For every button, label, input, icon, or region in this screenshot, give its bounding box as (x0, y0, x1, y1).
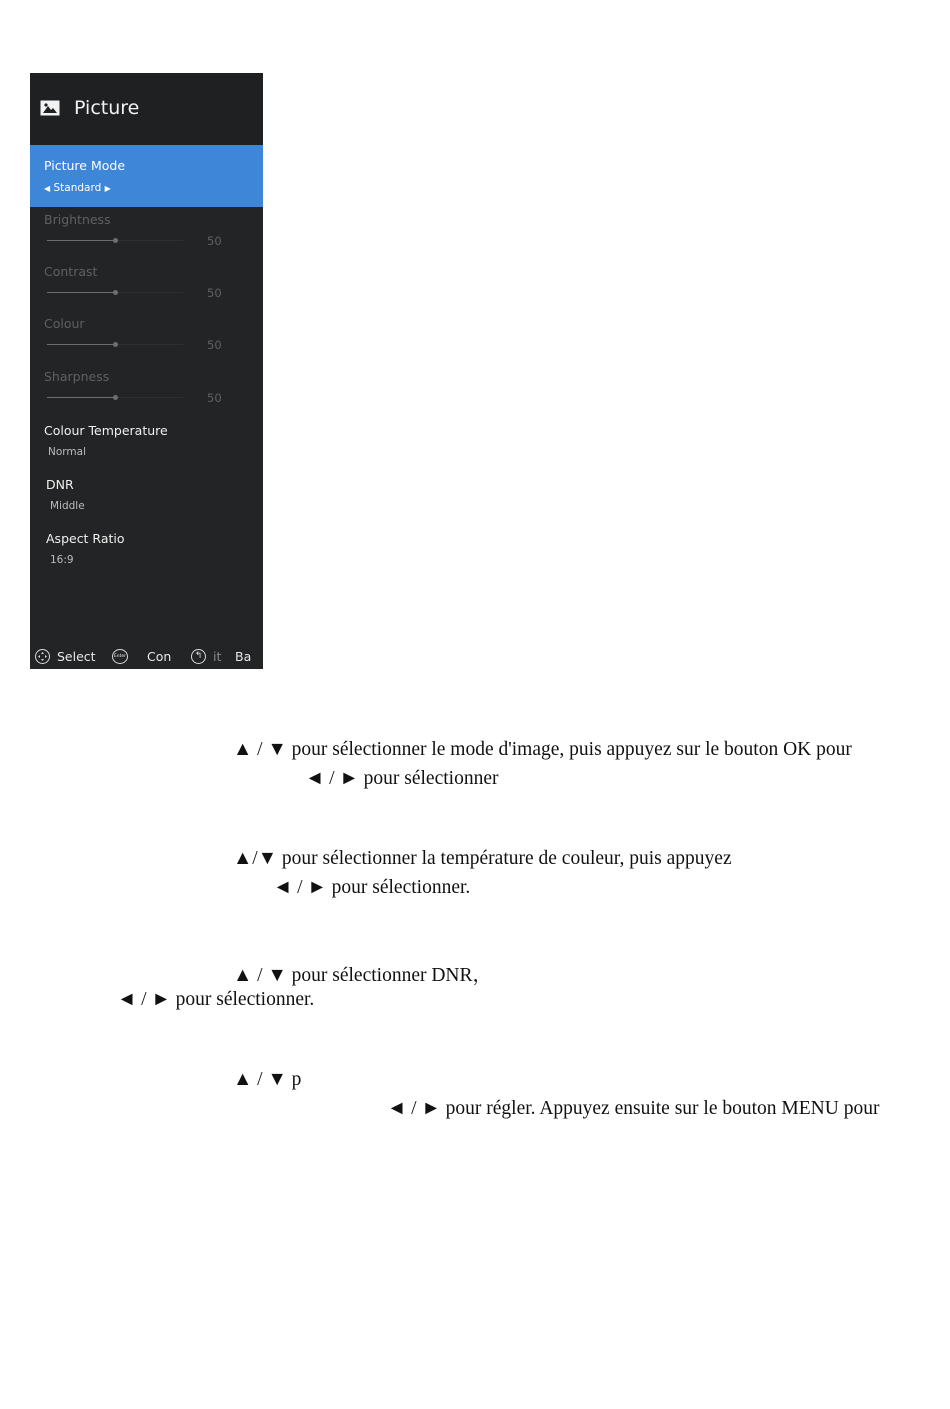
colour-slider-knob (113, 342, 118, 347)
picture-mode-current: Standard (53, 182, 102, 194)
dnr-value: Middle (50, 500, 85, 512)
menu-item-contrast (30, 259, 263, 311)
sharpness-label: Sharpness (44, 369, 110, 384)
contrast-slider-track (47, 292, 115, 293)
colour-slider-rest (115, 344, 183, 345)
brightness-slider-rest (115, 240, 183, 241)
sharpness-slider-track (47, 397, 115, 398)
instruction-aspect-line2: ◄ / ► pour régler. Appuyez ensuite sur le bouton MENU pour (387, 1098, 880, 1119)
brightness-value: 50 (207, 234, 222, 248)
picture-mode-value[interactable] (44, 182, 111, 194)
instruction-picture-mode-line2: ◄ / ► pour sélectionner (305, 768, 499, 789)
arrow-left-icon[interactable]: ◀ (44, 184, 51, 193)
exit-label: it (213, 649, 222, 664)
instruction-colour-temp-line2: ◄ / ► pour sélectionner. (273, 877, 471, 898)
instruction-dnr-line2: ◄ / ► pour sélectionner. (117, 989, 315, 1010)
brightness-slider-track (47, 240, 115, 241)
arrow-right-icon[interactable]: ▶ (104, 184, 111, 193)
brightness-slider-knob (113, 238, 118, 243)
menu-item-dnr[interactable] (30, 471, 263, 525)
select-label: Select (57, 649, 96, 664)
colour-value: 50 (207, 338, 222, 352)
dnr-label: DNR (46, 477, 74, 492)
menu-item-brightness (30, 207, 263, 259)
confirm-label: Con (147, 649, 172, 664)
back-label: Ba (235, 649, 252, 664)
instruction-colour-temp-line1: ▲/▼ pour sélectionner la température de couleur, puis appuyez (233, 848, 732, 869)
menu-item-aspect-ratio[interactable] (30, 525, 263, 579)
contrast-slider-rest (115, 292, 183, 293)
aspect-ratio-label: Aspect Ratio (46, 531, 125, 546)
colour-label: Colour (44, 316, 85, 331)
sharpness-slider-knob (113, 395, 118, 400)
instruction-picture-mode-line1: ▲ / ▼ pour sélectionner le mode d'image, puis appuyez sur le bouton OK pour (233, 739, 852, 760)
menu-item-sharpness (30, 364, 263, 417)
menu-item-picture-mode[interactable] (30, 145, 263, 207)
colour-slider-track (47, 344, 115, 345)
colour-temperature-label: Colour Temperature (44, 423, 168, 438)
contrast-label: Contrast (44, 264, 98, 279)
menu-footer (30, 644, 263, 669)
contrast-slider-knob (113, 290, 118, 295)
sharpness-slider-rest (115, 397, 183, 398)
aspect-ratio-value: 16:9 (50, 554, 74, 566)
colour-temperature-value: Normal (48, 446, 86, 458)
dpad-icon (35, 649, 50, 664)
instruction-dnr-line1: ▲ / ▼ pour sélectionner DNR， (233, 965, 493, 986)
menu-item-colour (30, 311, 263, 364)
instruction-aspect-line1: ▲ / ▼ p (233, 1069, 302, 1090)
picture-menu-panel (30, 73, 263, 669)
picture-icon (40, 100, 60, 116)
enter-icon: Enter (112, 649, 128, 664)
brightness-label: Brightness (44, 212, 111, 227)
picture-mode-label: Picture Mode (44, 158, 126, 173)
back-icon: ↰ (191, 649, 206, 664)
contrast-value: 50 (207, 286, 222, 300)
sharpness-value: 50 (207, 391, 222, 405)
menu-item-colour-temperature[interactable] (30, 417, 263, 471)
menu-title: Picture (74, 97, 140, 119)
menu-header (30, 73, 263, 145)
